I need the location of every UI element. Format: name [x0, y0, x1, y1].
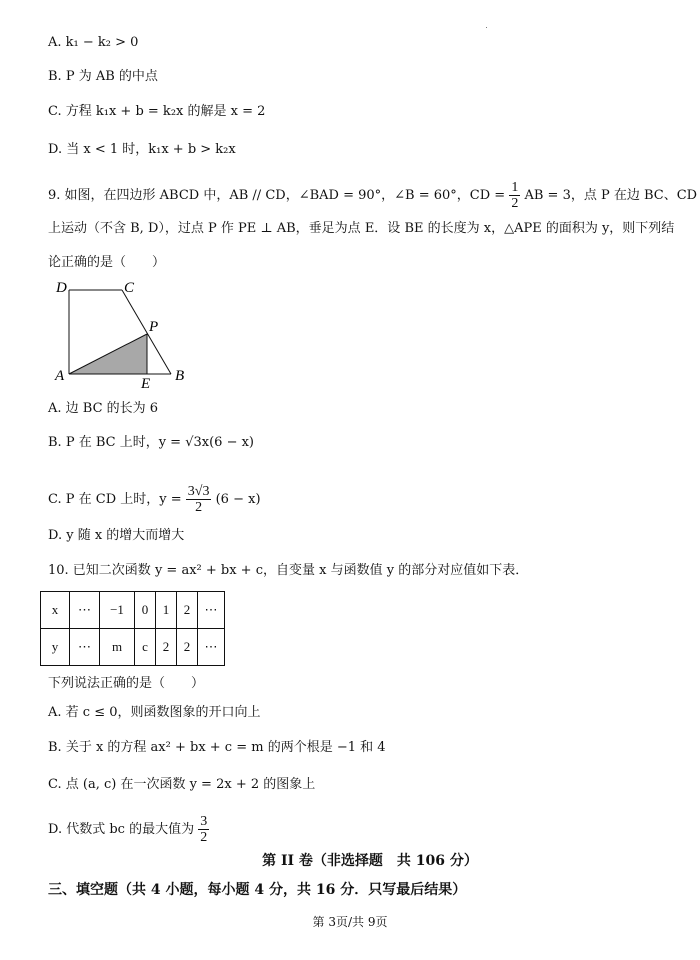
- label-a: A: [55, 368, 65, 384]
- q10-option-d: [48, 814, 209, 845]
- q9-option-d: D. y 随 x 的增大而增大: [48, 528, 185, 543]
- q10-prompt: 下列说法正确的是（ ）: [48, 676, 205, 691]
- label-d: D: [56, 280, 67, 296]
- table-cell: 2: [177, 592, 198, 629]
- q9-option-c-pre: C. P 在 CD 上时，y =: [48, 492, 182, 507]
- stray-dot: [486, 27, 487, 28]
- table-cell: m: [100, 629, 135, 666]
- q10-option-a: A. 若 c ≤ 0，则函数图象的开口向上: [48, 705, 261, 720]
- table-cell: 2: [156, 629, 177, 666]
- table-cell: 0: [135, 592, 156, 629]
- q8-option-b: B. P 为 AB 的中点: [48, 69, 158, 84]
- q10-option-c: C. 点 (a, c) 在一次函数 y = 2x + 2 的图象上: [48, 777, 316, 792]
- table-row-x: [41, 592, 225, 629]
- q9-option-c: [48, 484, 261, 515]
- q8-option-a: A. k₁ − k₂ > 0: [48, 35, 139, 50]
- q9-geometry-figure: [52, 278, 202, 390]
- table-cell: ⋯: [198, 592, 225, 629]
- q10-option-d-pre: D. 代数式 bc 的最大值为: [48, 822, 195, 837]
- label-e: E: [141, 376, 151, 390]
- q10-option-b: B. 关于 x 的方程 ax² + bx + c = m 的两个根是 −1 和 4: [48, 740, 386, 755]
- q10-stem: 10. 已知二次函数 y = ax² + bx + c，自变量 x 与函数值 y 的部分对应值如下表．: [48, 563, 529, 578]
- q8-option-c: C. 方程 k₁x + b = k₂x 的解是 x = 2: [48, 104, 266, 119]
- q9-stem-line1-post: AB = 3，点 P 在边 BC、CD: [524, 188, 698, 203]
- table-cell: c: [135, 629, 156, 666]
- q9-stem-line1-pre: 9. 如图，在四边形 ABCD 中，AB // CD，∠BAD = 90°，∠B = 60°，CD =: [48, 188, 506, 203]
- q9-option-a: A. 边 BC 的长为 6: [48, 401, 159, 416]
- table-cell: ⋯: [70, 592, 100, 629]
- section3-title: 三、填空题（共 4 小题，每小题 4 分，共 16 分．只写最后结果）: [48, 882, 467, 898]
- q9-option-c-den: 2: [195, 500, 203, 515]
- table-cell: −1: [100, 592, 135, 629]
- q9-option-c-num: 3√3: [187, 484, 210, 499]
- label-b: B: [175, 368, 185, 384]
- q9-stem-line2: 上运动（不含 B, D），过点 P 作 PE ⊥ AB，垂足为点 E．设 BE 的长度为 x，△APE 的面积为 y，则下列结: [48, 221, 675, 236]
- q9-stem-line1: [48, 180, 697, 211]
- page-footer: 第 3页/共 9页: [312, 915, 388, 929]
- label-c: C: [124, 280, 135, 296]
- table-cell: 1: [156, 592, 177, 629]
- q9-option-c-post: (6 − x): [215, 492, 261, 507]
- table-cell: ⋯: [70, 629, 100, 666]
- q10-option-d-fraction: [198, 814, 209, 845]
- q8-option-d: D. 当 x < 1 时，k₁x + b > k₂x: [48, 142, 236, 157]
- q9-option-c-fraction: [186, 484, 212, 515]
- table-cell: x: [41, 592, 70, 629]
- q10-option-d-den: 2: [200, 830, 208, 845]
- q10-value-table: [40, 591, 225, 666]
- q9-stem-frac-den: 2: [511, 196, 519, 211]
- q9-stem-frac-num: 1: [511, 180, 519, 195]
- table-cell: 2: [177, 629, 198, 666]
- q9-stem-line3: 论正确的是（ ）: [48, 255, 166, 270]
- q10-option-d-num: 3: [200, 814, 208, 829]
- table-cell: ⋯: [198, 629, 225, 666]
- q9-stem-fraction: [509, 180, 520, 211]
- table-cell: y: [41, 629, 70, 666]
- table-row-y: [41, 629, 225, 666]
- q9-option-b: B. P 在 BC 上时，y = √3x(6 − x): [48, 435, 254, 450]
- label-p: P: [149, 319, 159, 335]
- part2-title: 第 II 卷（非选择题 共 106 分）: [262, 853, 478, 869]
